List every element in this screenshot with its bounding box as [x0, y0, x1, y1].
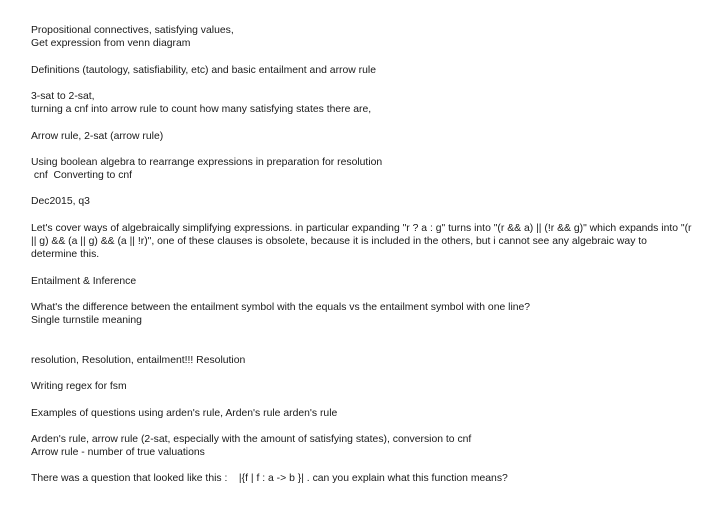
note-line: Entailment & Inference [31, 275, 137, 287]
note-line: Get expression from venn diagram [31, 38, 191, 50]
note-line: resolution, Resolution, entailment!!! Resolution [31, 354, 246, 366]
note-line: Dec2015, q3 [31, 196, 90, 208]
note-paragraph: Let's cover ways of algebraically simplifying expressions. in particular expanding "r ? a : g" turns into "(r && a) || (!r && g)" which expands into "(r || g) && (a || g) && (a || !r)", one of these clauses is obsolete, because it is included in the others, but i cannot see any algebraic way to determine this. [31, 222, 692, 261]
note-line: What's the difference between the entailment symbol with the equals vs the entailment symbol with one line? [31, 301, 531, 313]
note-line: Arrow rule - number of true valuations [31, 447, 205, 459]
note-line: Arrow rule, 2-sat (arrow rule) [31, 130, 164, 142]
note-line: There was a question that looked like this : |{f | f : a -> b }| . can you explain what this function means? [31, 473, 508, 485]
note-line: cnf Converting to cnf [31, 170, 133, 182]
note-line: Examples of questions using arden's rule, Arden's rule arden's rule [31, 407, 338, 419]
note-line: Single turnstile meaning [31, 315, 142, 327]
note-line: Propositional connectives, satisfying values, [31, 25, 234, 36]
note-line: 3-sat to 2-sat, [31, 90, 95, 102]
note-line: Definitions (tautology, satisfiability, etc) and basic entailment and arrow rule [31, 64, 376, 76]
note-line: Arden's rule, arrow rule (2-sat, especially with the amount of satisfying states), conversion to cnf [31, 433, 472, 445]
notes-document [31, 24, 711, 486]
note-line: Using boolean algebra to rearrange expressions in preparation for resolution [31, 156, 383, 168]
note-line: Writing regex for fsm [31, 381, 127, 393]
note-line: turning a cnf into arrow rule to count how many satisfying states there are, [31, 104, 372, 116]
